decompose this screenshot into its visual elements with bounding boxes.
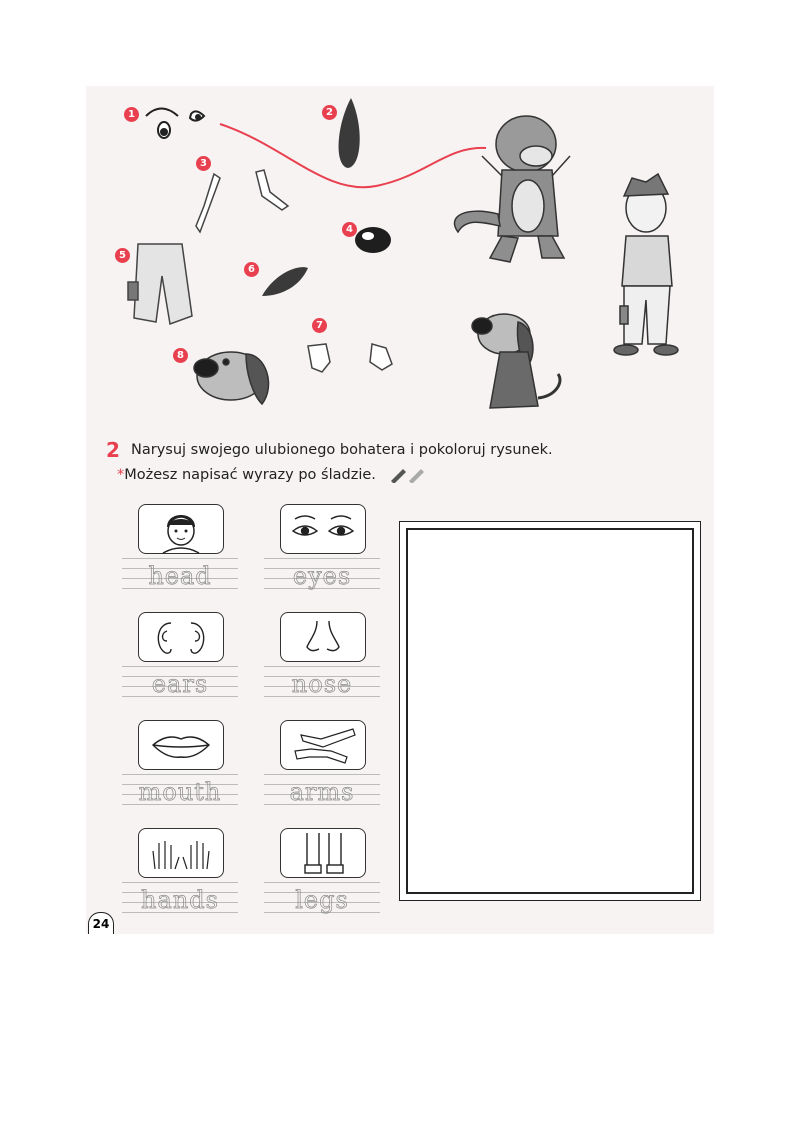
tracing-lines-mouth: [122, 774, 238, 804]
trace-word-nose: nose: [291, 670, 353, 698]
badge-2: 2: [322, 105, 337, 120]
picture-card-eyes: [280, 504, 366, 554]
picture-card-mouth: [138, 720, 224, 770]
ear-shape-icon: [262, 267, 308, 296]
tracing-lines-head: [122, 558, 238, 588]
trace-word-ears: ears: [151, 670, 209, 698]
trousers-icon: [128, 244, 192, 324]
picture-card-ears: [138, 612, 224, 662]
arms-icon: [281, 721, 365, 769]
tracing-lines-arms: [264, 774, 380, 804]
exercise-note: [117, 467, 429, 483]
nose-icon: [281, 613, 365, 661]
boy-head-icon: [139, 505, 223, 553]
tracing-lines-ears: [122, 666, 238, 696]
hands-icon: [139, 829, 223, 877]
tracing-lines-legs: [264, 882, 380, 912]
mouth-icon: [139, 721, 223, 769]
drawing-frame[interactable]: [399, 521, 701, 901]
legs-icon: [281, 829, 365, 877]
eye-icon: [146, 109, 204, 139]
trace-word-head: head: [148, 562, 212, 590]
note-text: Możesz napisać wyrazy po śladzie.: [124, 467, 376, 483]
trace-word-eyes: eyes: [292, 562, 352, 590]
badge-5: 5: [115, 248, 130, 263]
trace-word-legs: legs: [295, 886, 349, 914]
picture-card-arms: [280, 720, 366, 770]
exercise1-illustration: [86, 86, 714, 431]
eyes-icon: [281, 505, 365, 553]
boy-character: [614, 174, 678, 355]
tracing-lines-nose: [264, 666, 380, 696]
tracing-lines-eyes: [264, 558, 380, 588]
exercise-instruction: Narysuj swojego ulubionego bohatera i pokoloruj rysunek.: [131, 442, 553, 458]
badge-8: 8: [173, 348, 188, 363]
badge-3: 3: [196, 156, 211, 171]
drawing-area[interactable]: [406, 528, 694, 894]
page-number: 24: [88, 912, 114, 934]
hands-outline-icon: [308, 344, 392, 372]
badge-7: 7: [312, 318, 327, 333]
note-star: *: [117, 467, 125, 483]
picture-card-legs: [280, 828, 366, 878]
dog-head-icon: [194, 352, 269, 404]
pencil-icon: [387, 467, 429, 483]
dog-character: [472, 314, 560, 408]
picture-card-hands: [138, 828, 224, 878]
ears-icon: [139, 613, 223, 661]
picture-card-head: [138, 504, 224, 554]
badge-1: 1: [124, 107, 139, 122]
exercise-number: 2: [106, 438, 120, 462]
trace-word-mouth: mouth: [138, 778, 222, 806]
trace-word-arms: arms: [289, 778, 355, 806]
badge-4: 4: [342, 222, 357, 237]
picture-card-nose: [280, 612, 366, 662]
dog-ear-icon: [339, 98, 360, 168]
tracing-lines-hands: [122, 882, 238, 912]
workbook-page: [86, 86, 714, 934]
trace-word-hands: hands: [141, 886, 219, 914]
dog-nose-icon: [355, 227, 391, 253]
tiger-character: [454, 116, 570, 262]
badge-6: 6: [244, 262, 259, 277]
arm-icon: [196, 170, 288, 232]
